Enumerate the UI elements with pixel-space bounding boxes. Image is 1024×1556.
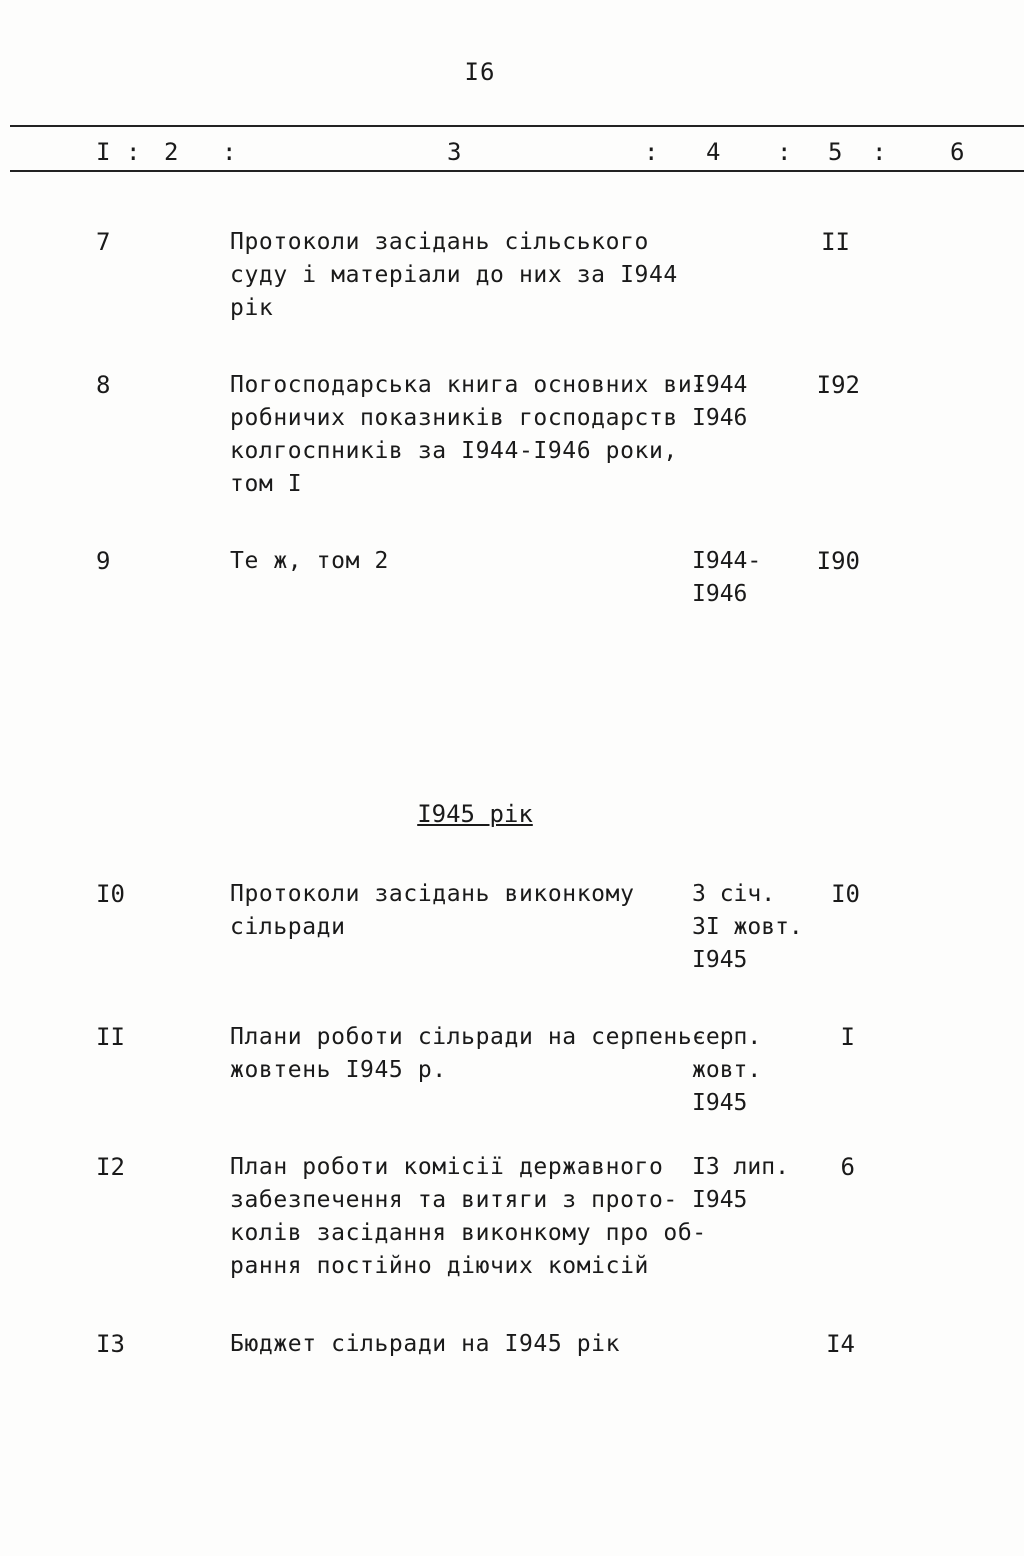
column-separator: : (126, 138, 141, 166)
entry-date-line: жовт. (692, 1057, 762, 1083)
column-header-1: I (96, 138, 111, 166)
entry-date-line: I944 (692, 372, 748, 398)
entry-number: 7 (96, 228, 111, 256)
entry-title-line: колів засідання виконкому про об- (230, 1220, 707, 1246)
entry-title-line: Протоколи засідань виконкому (230, 881, 635, 907)
entry-date-line: I3 лип. (692, 1154, 789, 1180)
entry-number: I0 (96, 880, 125, 908)
entry-date-line: 3 січ. (692, 881, 776, 907)
column-header-3: 3 (447, 138, 462, 166)
entry-title-line: Те ж, том 2 (230, 548, 389, 574)
entry-title-line: сільради (230, 914, 346, 940)
entry-title-line: Погосподарська книга основних ви- (230, 372, 707, 398)
header-rule-top (10, 125, 1024, 127)
entry-sheets: I92 (816, 371, 860, 399)
column-separator: : (222, 138, 237, 166)
entry-title (230, 545, 690, 578)
entry-date-line: I945 (692, 947, 748, 973)
entry-date-line: серп. (692, 1024, 762, 1050)
entry-title (230, 878, 690, 944)
entry-sheets: I90 (816, 547, 860, 575)
entry-date-line: I944- (692, 548, 762, 574)
entry-date-line: I946 (692, 581, 748, 607)
entry-sheets: 6 (840, 1153, 855, 1181)
entry-sheets: I4 (826, 1330, 855, 1358)
entry-title-line: том I (230, 471, 303, 497)
entry-title-line: суду і матеріали до них за I944 (230, 262, 678, 288)
entry-date (692, 1151, 812, 1217)
column-separator: : (777, 138, 792, 166)
entry-date (692, 1021, 812, 1120)
entry-title-line: забезпечення та витяги з прото- (230, 1187, 678, 1213)
column-separator: : (644, 138, 659, 166)
entry-date (692, 878, 812, 977)
entry-title-line: Протоколи засідань сільського (230, 229, 649, 255)
entry-sheets: I0 (831, 880, 860, 908)
column-header-2: 2 (164, 138, 179, 166)
section-heading: I945 рік (417, 800, 533, 828)
entry-number: 9 (96, 547, 111, 575)
entry-date-line: I946 (692, 405, 748, 431)
entry-title-line: колгоспників за I944-I946 роки, (230, 438, 678, 464)
column-header-4: 4 (706, 138, 721, 166)
header-rule-bottom (10, 170, 1024, 172)
entry-date-line: I945 (692, 1090, 748, 1116)
column-header-6: 6 (950, 138, 965, 166)
column-separator: : (872, 138, 887, 166)
entry-title (230, 1328, 690, 1361)
entry-number: 8 (96, 371, 111, 399)
entry-title-line: рання постійно діючих комісій (230, 1253, 649, 1279)
entry-title-line: Плани роботи сільради на серпень- (230, 1024, 707, 1050)
entry-number: I3 (96, 1330, 125, 1358)
entry-title-line: Бюджет сільради на I945 рік (230, 1331, 621, 1357)
entry-date (692, 369, 812, 435)
entry-sheets: I (840, 1023, 855, 1051)
entry-date-line: I945 (692, 1187, 748, 1213)
entry-title-line: робничих показників господарств (230, 405, 678, 431)
entry-date (692, 545, 812, 611)
entry-title-line: рік (230, 295, 274, 321)
entry-number: II (96, 1023, 125, 1051)
entry-sheets: II (821, 228, 850, 256)
entry-date-line: 3I жовт. (692, 914, 803, 940)
page-number: I6 (464, 58, 496, 86)
entry-title (230, 1021, 707, 1087)
entry-title-line: План роботи комісії державного (230, 1154, 664, 1180)
entry-title (230, 226, 690, 325)
entry-title (230, 1151, 707, 1283)
entry-title-line: жовтень I945 р. (230, 1057, 447, 1083)
column-header-5: 5 (828, 138, 843, 166)
entry-title (230, 369, 707, 501)
entry-number: I2 (96, 1153, 125, 1181)
